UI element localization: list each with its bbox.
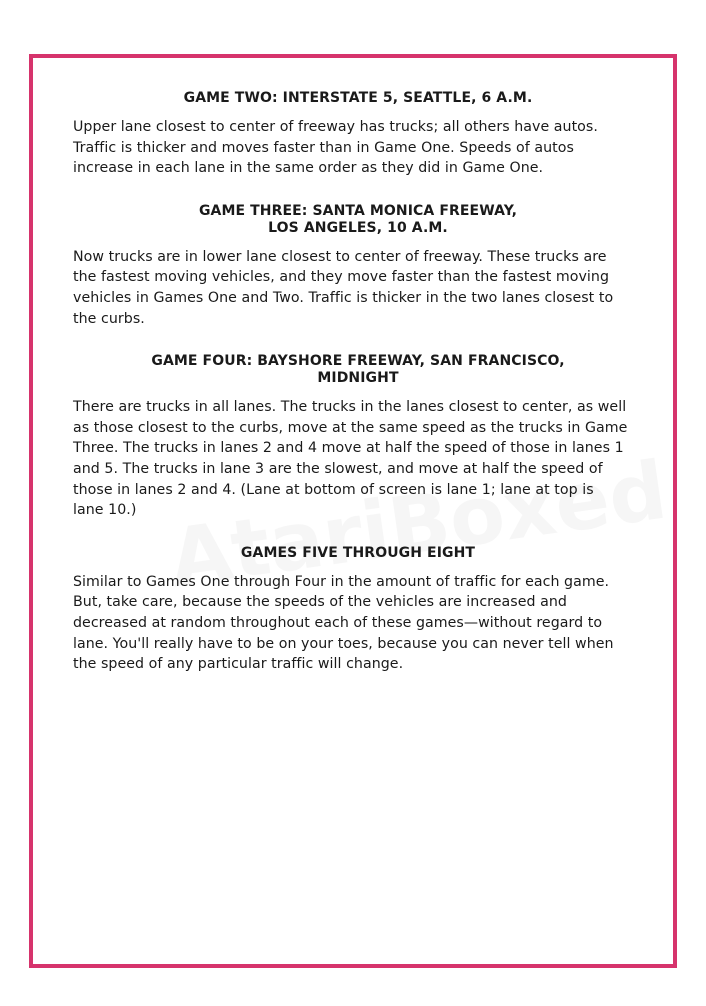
section-body — [73, 117, 643, 179]
body-line: lane. You'll really have to be on your toes, because you can never tell when — [73, 635, 614, 652]
body-line: But, take care, because the speeds of the vehicles are increased and — [73, 594, 567, 611]
page-border — [29, 54, 677, 968]
section-title — [73, 203, 643, 237]
section-body — [73, 397, 643, 521]
body-line: Similar to Games One through Four in the amount of traffic for each game. — [73, 573, 610, 590]
body-line: vehicles in Games One and Two. Traffic is thicker in the two lanes closest to — [73, 289, 614, 306]
page-content — [73, 90, 643, 675]
body-line: lane 10.) — [73, 502, 137, 519]
section-title-line: GAME FOUR: BAYSHORE FREEWAY, SAN FRANCISCO, — [151, 353, 565, 370]
section-title-line: MIDNIGHT — [317, 370, 399, 387]
section-game-three — [73, 203, 643, 329]
section-title — [73, 90, 643, 107]
section-title-line: LOS ANGELES, 10 A.M. — [268, 219, 448, 236]
section-body — [73, 572, 643, 675]
body-line: Upper lane closest to center of freeway has trucks; all others have autos. — [73, 119, 598, 135]
section-title — [73, 353, 643, 387]
body-line: and 5. The trucks in lane 3 are the slowest, and move at half the speed of — [73, 460, 603, 477]
section-games-five-eight — [73, 545, 643, 675]
body-line: Now trucks are in lower lane closest to center of freeway. These trucks are — [73, 248, 607, 265]
section-game-four — [73, 353, 643, 521]
body-line: those in lanes 2 and 4. (Lane at bottom of screen is lane 1; lane at top is — [73, 481, 594, 498]
section-title-line: GAME TWO: INTERSTATE 5, SEATTLE, 6 A.M. — [183, 90, 533, 106]
section-title-line: GAMES FIVE THROUGH EIGHT — [240, 544, 476, 561]
body-line: decreased at random throughout each of these games—without regard to — [73, 614, 603, 631]
body-line: increase in each lane in the same order as they did in Game One. — [73, 160, 544, 177]
body-line: There are trucks in all lanes. The trucks in the lanes closest to center, as well — [73, 399, 627, 416]
body-line: the curbs. — [73, 310, 145, 327]
body-line: the speed of any particular traffic will change. — [73, 656, 404, 673]
body-line: Three. The trucks in lanes 2 and 4 move at half the speed of those in lanes 1 — [73, 440, 624, 457]
section-title-line: GAME THREE: SANTA MONICA FREEWAY, — [198, 202, 518, 219]
section-title — [73, 545, 643, 562]
body-line: as those closest to the curbs, move at the same speed as the trucks in Game — [73, 419, 628, 436]
section-body — [73, 247, 643, 329]
body-line: Traffic is thicker and moves faster than in Game One. Speeds of autos — [73, 139, 574, 156]
body-line: the fastest moving vehicles, and they move faster than the fastest moving — [73, 269, 610, 286]
section-game-two — [73, 90, 643, 179]
